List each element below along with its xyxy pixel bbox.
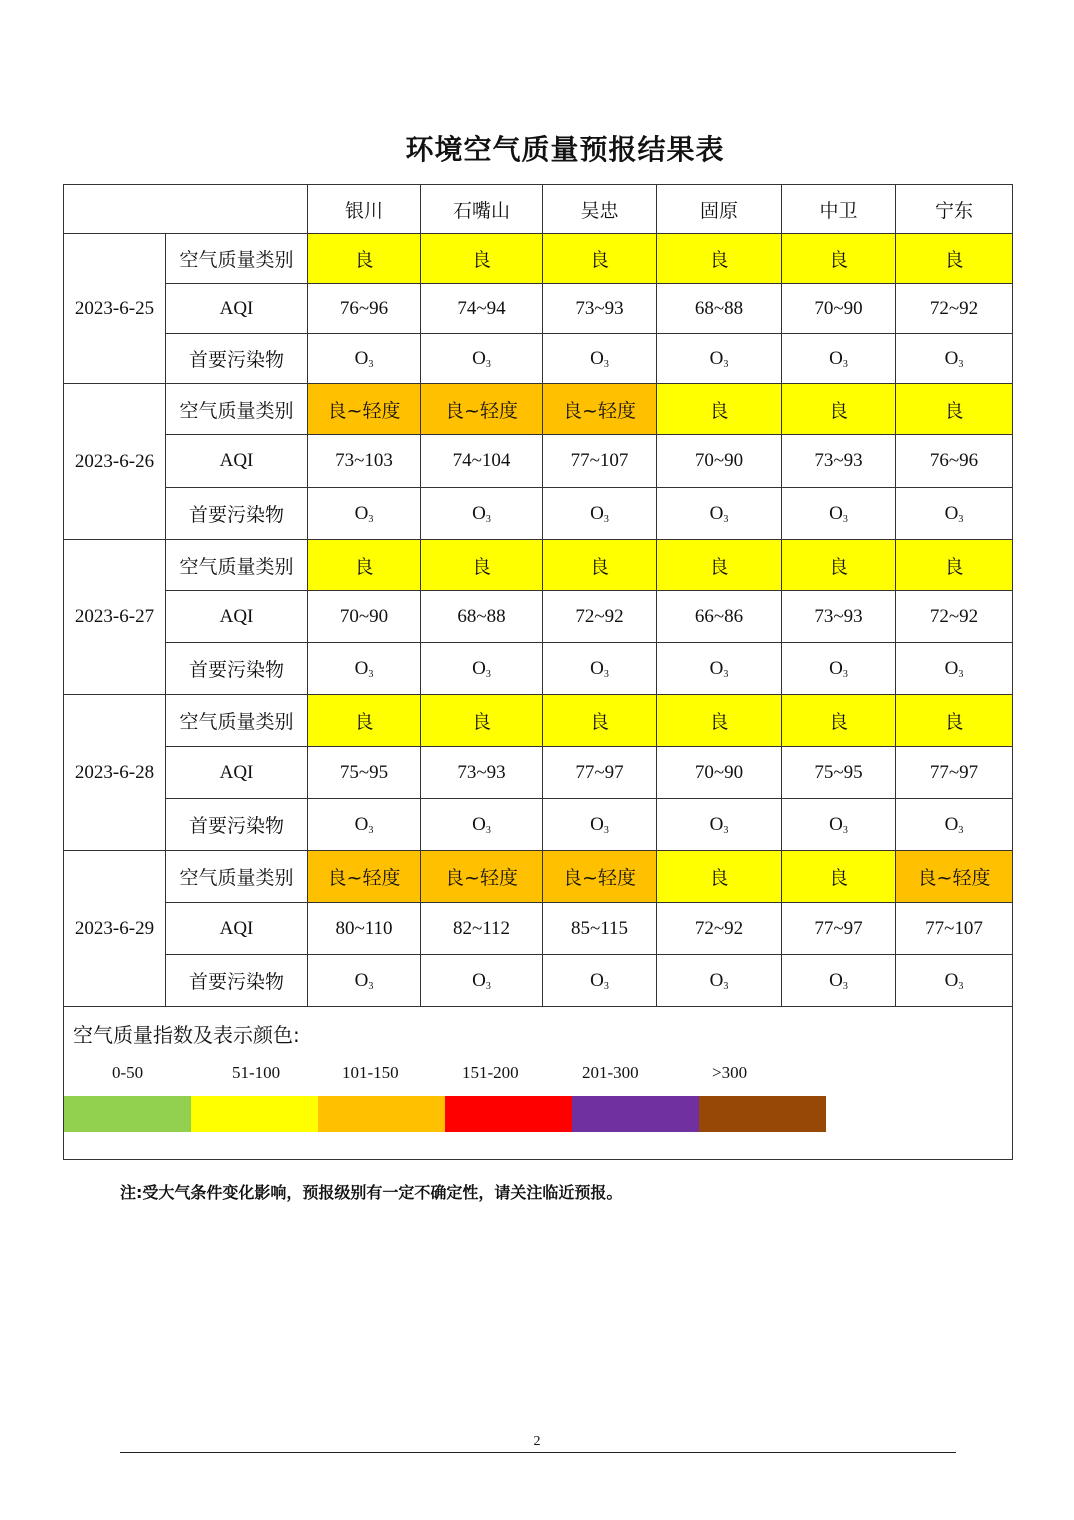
- forecast-date: 2023-6-25: [64, 234, 166, 384]
- page-number: 2: [533, 1434, 541, 1449]
- pollutant-cell: [657, 955, 782, 1007]
- pollutant-symbol: O: [829, 347, 843, 369]
- forecast-date: 2023-6-26: [64, 384, 166, 540]
- legend-color-swatch: [191, 1096, 318, 1132]
- row-label-category: 空气质量类别: [166, 234, 308, 284]
- pollutant-symbol: O: [472, 969, 486, 991]
- pollutant-cell: [657, 799, 782, 851]
- pollutant-symbol: O: [709, 502, 724, 524]
- pollutant-symbol: O: [590, 502, 604, 524]
- aqi-cell: 72~92: [896, 591, 1013, 643]
- pollutant-cell: [308, 488, 421, 540]
- pollutant-cell: [657, 334, 782, 384]
- category-cell: 良: [782, 851, 896, 903]
- aqi-cell: 73~103: [308, 435, 421, 488]
- row-label-pollutant: 首要污染物: [166, 334, 308, 384]
- category-cell: 良: [896, 234, 1013, 284]
- category-cell: 良~轻度: [421, 851, 543, 903]
- category-cell: 良: [782, 384, 896, 435]
- aqi-cell: 75~95: [782, 747, 896, 799]
- category-row: [64, 540, 1013, 591]
- row-label-category: 空气质量类别: [166, 384, 308, 435]
- pollutant-subscript: 3: [485, 358, 491, 370]
- pollutant-subscript: 3: [368, 513, 374, 525]
- pollutant-cell: [543, 334, 657, 384]
- pollutant-symbol: O: [829, 969, 843, 991]
- aqi-cell: 76~96: [308, 284, 421, 334]
- category-cell: 良: [782, 695, 896, 747]
- pollutant-cell: [896, 955, 1013, 1007]
- pollutant-subscript: 3: [958, 513, 964, 525]
- pollutant-cell: [308, 799, 421, 851]
- page-title: 环境空气质量预报结果表: [405, 133, 725, 166]
- pollutant-symbol: O: [944, 657, 959, 679]
- category-cell: 良: [896, 695, 1013, 747]
- pollutant-subscript: 3: [723, 358, 729, 370]
- category-row: [64, 851, 1013, 903]
- city-header: 宁东: [896, 185, 1013, 234]
- pollutant-row: [64, 334, 1013, 384]
- pollutant-symbol: O: [944, 969, 959, 991]
- pollutant-symbol: O: [590, 657, 604, 679]
- category-cell: 良~轻度: [421, 384, 543, 435]
- pollutant-cell: [782, 643, 896, 695]
- aqi-row: [64, 747, 1013, 799]
- row-label-pollutant: 首要污染物: [166, 799, 308, 851]
- pollutant-subscript: 3: [603, 980, 609, 992]
- pollutant-symbol: O: [590, 813, 604, 835]
- pollutant-cell: [421, 955, 543, 1007]
- legend-color-swatch: [445, 1096, 572, 1132]
- aqi-cell: 70~90: [657, 435, 782, 488]
- aqi-cell: 75~95: [308, 747, 421, 799]
- legend-range-label: 151-200: [462, 1063, 519, 1082]
- pollutant-symbol: O: [829, 813, 843, 835]
- pollutant-cell: [896, 488, 1013, 540]
- pollutant-subscript: 3: [723, 668, 729, 680]
- category-row: [64, 695, 1013, 747]
- pollutant-symbol: O: [829, 657, 843, 679]
- pollutant-subscript: 3: [842, 668, 848, 680]
- category-cell: 良: [896, 384, 1013, 435]
- pollutant-subscript: 3: [958, 358, 964, 370]
- pollutant-cell: [896, 799, 1013, 851]
- aqi-cell: 77~97: [896, 747, 1013, 799]
- forecast-date: 2023-6-27: [64, 540, 166, 695]
- row-label-category: 空气质量类别: [166, 540, 308, 591]
- aqi-cell: 70~90: [782, 284, 896, 334]
- pollutant-subscript: 3: [603, 668, 609, 680]
- category-cell: 良: [421, 234, 543, 284]
- pollutant-subscript: 3: [603, 358, 609, 370]
- aqi-cell: 85~115: [543, 903, 657, 955]
- pollutant-symbol: O: [590, 347, 604, 369]
- pollutant-symbol: O: [709, 969, 724, 991]
- pollutant-subscript: 3: [368, 824, 374, 836]
- city-header: 石嘴山: [421, 185, 543, 234]
- row-label-pollutant: 首要污染物: [166, 488, 308, 540]
- pollutant-cell: [421, 488, 543, 540]
- forecast-date: 2023-6-29: [64, 851, 166, 1007]
- row-label-aqi: AQI: [166, 903, 308, 955]
- category-cell: 良: [421, 540, 543, 591]
- aqi-cell: 77~97: [543, 747, 657, 799]
- pollutant-subscript: 3: [485, 980, 491, 992]
- pollutant-subscript: 3: [368, 980, 374, 992]
- aqi-cell: 74~104: [421, 435, 543, 488]
- forecast-date: 2023-6-28: [64, 695, 166, 851]
- row-label-aqi: AQI: [166, 435, 308, 488]
- category-cell: 良: [782, 540, 896, 591]
- legend-range-label: 201-300: [582, 1063, 639, 1082]
- pollutant-symbol: O: [354, 813, 369, 835]
- pollutant-cell: [543, 643, 657, 695]
- city-header: 吴忠: [543, 185, 657, 234]
- pollutant-symbol: O: [709, 657, 724, 679]
- pollutant-row: [64, 488, 1013, 540]
- legend-color-swatch: [318, 1096, 445, 1132]
- pollutant-subscript: 3: [368, 358, 374, 370]
- pollutant-row: [64, 643, 1013, 695]
- aqi-cell: 77~107: [896, 903, 1013, 955]
- pollutant-subscript: 3: [485, 668, 491, 680]
- pollutant-symbol: O: [472, 502, 486, 524]
- aqi-cell: 77~107: [543, 435, 657, 488]
- pollutant-cell: [543, 488, 657, 540]
- category-cell: 良: [543, 234, 657, 284]
- pollutant-cell: [782, 799, 896, 851]
- pollutant-cell: [421, 334, 543, 384]
- category-cell: 良~轻度: [543, 384, 657, 435]
- corner-cell: [64, 185, 308, 234]
- pollutant-subscript: 3: [842, 824, 848, 836]
- category-cell: 良: [421, 695, 543, 747]
- row-label-category: 空气质量类别: [166, 695, 308, 747]
- category-cell: 良: [543, 695, 657, 747]
- aqi-cell: 73~93: [543, 284, 657, 334]
- pollutant-symbol: O: [472, 813, 486, 835]
- category-row: [64, 234, 1013, 284]
- legend-range-label: 101-150: [342, 1063, 399, 1082]
- category-cell: 良: [657, 384, 782, 435]
- pollutant-row: [64, 799, 1013, 851]
- forecast-table: [63, 184, 1013, 1160]
- pollutant-subscript: 3: [603, 824, 609, 836]
- forecast-note: 注:受大气条件变化影响，预报级别有一定不确定性，请关注临近预报。: [120, 1183, 623, 1202]
- category-cell: 良~轻度: [308, 851, 421, 903]
- category-cell: 良~轻度: [308, 384, 421, 435]
- pollutant-subscript: 3: [723, 980, 729, 992]
- row-label-pollutant: 首要污染物: [166, 955, 308, 1007]
- pollutant-symbol: O: [590, 969, 604, 991]
- category-row: [64, 384, 1013, 435]
- category-cell: 良: [543, 540, 657, 591]
- aqi-cell: 74~94: [421, 284, 543, 334]
- aqi-cell: 68~88: [657, 284, 782, 334]
- aqi-cell: 70~90: [308, 591, 421, 643]
- category-cell: 良: [308, 540, 421, 591]
- pollutant-cell: [657, 643, 782, 695]
- category-cell: 良: [896, 540, 1013, 591]
- row-label-aqi: AQI: [166, 747, 308, 799]
- pollutant-cell: [543, 799, 657, 851]
- aqi-cell: 80~110: [308, 903, 421, 955]
- legend-range-label: 0-50: [112, 1063, 144, 1082]
- legend-row: [64, 1007, 1013, 1160]
- aqi-cell: 72~92: [896, 284, 1013, 334]
- pollutant-subscript: 3: [842, 513, 848, 525]
- aqi-row: [64, 284, 1013, 334]
- category-cell: 良: [308, 234, 421, 284]
- legend-color-swatch: [64, 1096, 191, 1132]
- category-cell: 良~轻度: [543, 851, 657, 903]
- pollutant-symbol: O: [354, 347, 369, 369]
- footer-divider: [120, 1452, 956, 1453]
- pollutant-cell: [421, 799, 543, 851]
- pollutant-cell: [782, 955, 896, 1007]
- category-cell: 良: [657, 234, 782, 284]
- category-cell: 良: [657, 540, 782, 591]
- pollutant-cell: [308, 955, 421, 1007]
- pollutant-cell: [782, 488, 896, 540]
- pollutant-subscript: 3: [368, 668, 374, 680]
- aqi-row: [64, 435, 1013, 488]
- pollutant-cell: [896, 334, 1013, 384]
- pollutant-cell: [308, 334, 421, 384]
- pollutant-subscript: 3: [603, 513, 609, 525]
- pollutant-row: [64, 955, 1013, 1007]
- pollutant-symbol: O: [944, 502, 959, 524]
- aqi-cell: 66~86: [657, 591, 782, 643]
- pollutant-symbol: O: [829, 502, 843, 524]
- pollutant-symbol: O: [472, 657, 486, 679]
- aqi-cell: 77~97: [782, 903, 896, 955]
- aqi-cell: 73~93: [421, 747, 543, 799]
- header-row: [64, 185, 1013, 234]
- pollutant-subscript: 3: [842, 980, 848, 992]
- aqi-row: [64, 591, 1013, 643]
- pollutant-symbol: O: [354, 657, 369, 679]
- aqi-cell: 76~96: [896, 435, 1013, 488]
- pollutant-symbol: O: [944, 813, 959, 835]
- pollutant-subscript: 3: [842, 358, 848, 370]
- row-label-aqi: AQI: [166, 591, 308, 643]
- aqi-cell: 68~88: [421, 591, 543, 643]
- legend-title: 空气质量指数及表示颜色:: [73, 1023, 300, 1047]
- pollutant-cell: [308, 643, 421, 695]
- city-header: 银川: [308, 185, 421, 234]
- pollutant-subscript: 3: [485, 513, 491, 525]
- row-label-aqi: AQI: [166, 284, 308, 334]
- pollutant-symbol: O: [709, 813, 724, 835]
- aqi-cell: 73~93: [782, 435, 896, 488]
- row-label-category: 空气质量类别: [166, 851, 308, 903]
- city-header: 中卫: [782, 185, 896, 234]
- legend-color-swatch: [699, 1096, 826, 1132]
- pollutant-subscript: 3: [485, 824, 491, 836]
- category-cell: 良: [657, 695, 782, 747]
- category-cell: 良: [657, 851, 782, 903]
- pollutant-subscript: 3: [723, 513, 729, 525]
- aqi-cell: 70~90: [657, 747, 782, 799]
- city-header: 固原: [657, 185, 782, 234]
- category-cell: 良: [782, 234, 896, 284]
- pollutant-symbol: O: [944, 347, 959, 369]
- pollutant-cell: [421, 643, 543, 695]
- pollutant-cell: [543, 955, 657, 1007]
- aqi-row: [64, 903, 1013, 955]
- pollutant-symbol: O: [354, 502, 369, 524]
- pollutant-symbol: O: [472, 347, 486, 369]
- legend-range-label: 51-100: [232, 1063, 281, 1082]
- legend-range-label: >300: [712, 1063, 748, 1082]
- row-label-pollutant: 首要污染物: [166, 643, 308, 695]
- pollutant-symbol: O: [354, 969, 369, 991]
- aqi-cell: 73~93: [782, 591, 896, 643]
- pollutant-subscript: 3: [723, 824, 729, 836]
- pollutant-cell: [896, 643, 1013, 695]
- category-cell: 良: [308, 695, 421, 747]
- aqi-cell: 72~92: [657, 903, 782, 955]
- pollutant-subscript: 3: [958, 980, 964, 992]
- pollutant-cell: [782, 334, 896, 384]
- aqi-cell: 82~112: [421, 903, 543, 955]
- pollutant-cell: [657, 488, 782, 540]
- legend-cell: [64, 1007, 1013, 1160]
- legend-color-swatch: [572, 1096, 699, 1132]
- pollutant-subscript: 3: [958, 668, 964, 680]
- category-cell: 良~轻度: [896, 851, 1013, 903]
- aqi-cell: 72~92: [543, 591, 657, 643]
- pollutant-symbol: O: [709, 347, 724, 369]
- pollutant-subscript: 3: [958, 824, 964, 836]
